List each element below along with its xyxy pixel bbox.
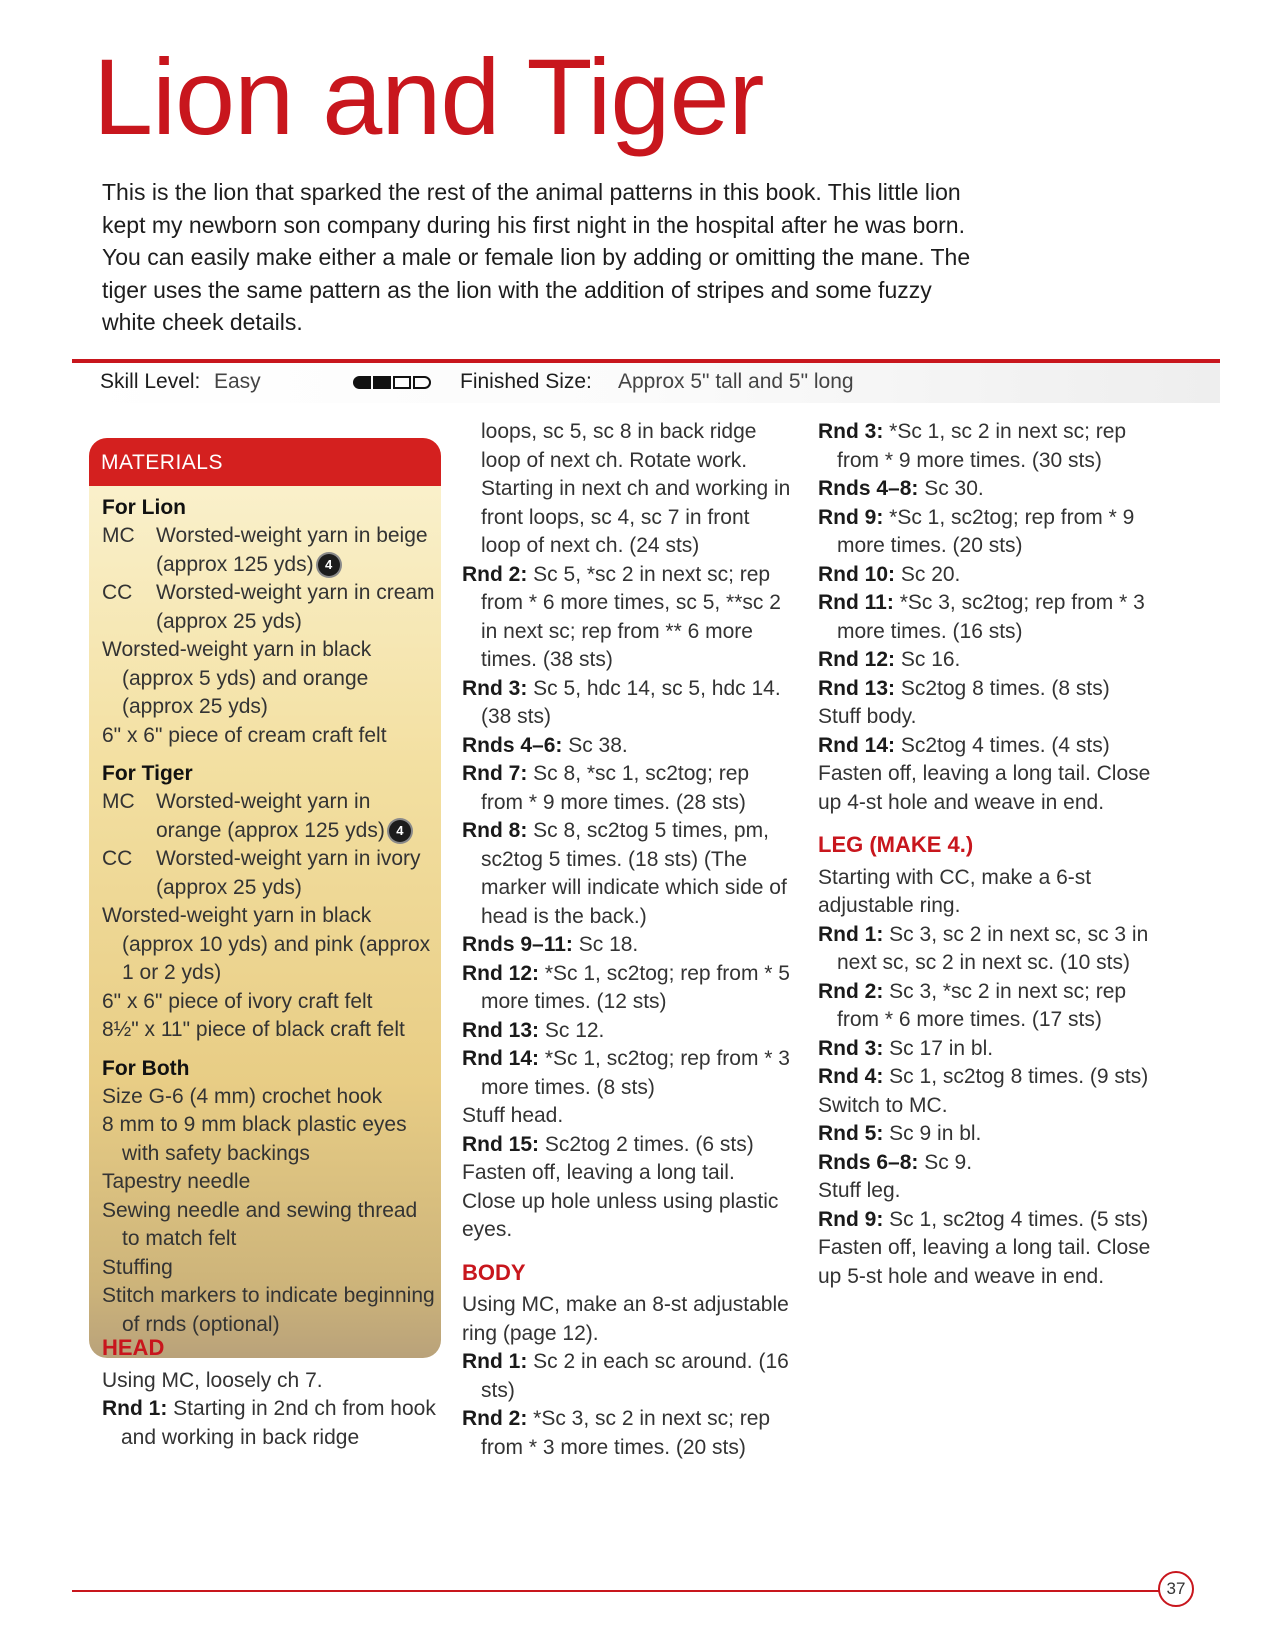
head-rnd-4-6	[462, 732, 792, 761]
rnd-text: Sc 17 in bl.	[889, 1036, 994, 1060]
rnd-label: Rnd 4:	[818, 1065, 884, 1088]
bottom-rule	[72, 1590, 1170, 1592]
rnd-text: Sc2tog 2 times. (6 sts)	[544, 1132, 754, 1156]
lion-cc-item	[102, 579, 441, 636]
tiger-extra-yarn: Worsted-weight yarn in black (approx 10 yds) and pink (approx 1 or 2 yds)	[102, 904, 431, 984]
rnd-text: Sc 30.	[924, 477, 984, 500]
mc-code: MC	[102, 790, 135, 813]
head-rnd-3	[462, 675, 792, 732]
column-1	[102, 1334, 442, 1452]
rnd-label: Rnd 2:	[462, 562, 528, 586]
body-heading: BODY	[462, 1259, 526, 1285]
rnd-text: Sc 1, sc2tog 4 times. (5 sts)	[889, 1207, 1149, 1231]
leg-stuff: Stuff leg.	[818, 1179, 901, 1202]
rnd-label: Rnds 4–6:	[462, 733, 563, 757]
stitch-markers-item: Stitch markers to indicate beginning of rnds (optional)	[102, 1284, 435, 1336]
head-rnd-1-text-continued: loops, sc 5, sc 8 in back ridge loop of next ch. Rotate work. Starting in next ch and working in front loops, sc 4, sc 7 in front loop of next ch. (24 sts)	[481, 420, 791, 557]
rnd-label: Rnd 12:	[818, 648, 896, 671]
skill-level-label: Skill Level:	[100, 370, 201, 393]
head-rnd-9-11	[462, 931, 792, 960]
rnd-label: Rnd 10:	[818, 562, 896, 586]
leg-rnd-3	[818, 1035, 1158, 1064]
rnd-label: Rnd 3:	[818, 1036, 884, 1060]
rnd-label: Rnd 14:	[818, 733, 896, 757]
leg-switch: Switch to MC.	[818, 1093, 948, 1117]
leg-finish: Fasten off, leaving a long tail. Close up 5-st hole and weave in end.	[818, 1236, 1151, 1288]
rnd-text: Sc 9.	[924, 1150, 973, 1174]
lion-cc-text: Worsted-weight yarn in cream (approx 25 yds)	[156, 581, 435, 633]
rnd-text: *Sc 1, sc 2 in next sc; rep from * 9 more times. (30 sts)	[837, 420, 1127, 472]
rnd-label: Rnd 12:	[462, 961, 540, 985]
finished-size-value: Approx 5" tall and 5" long	[618, 370, 854, 393]
skill-block-empty	[393, 376, 411, 389]
body-rnd-13	[818, 675, 1158, 704]
skill-block-empty	[413, 376, 431, 389]
head-heading: HEAD	[102, 1335, 165, 1360]
body-rnd-11	[818, 589, 1158, 646]
page-number: 37	[1158, 1571, 1194, 1607]
rnd-label: Rnd 1:	[102, 1397, 168, 1420]
rnd-text: Sc 1, sc2tog 8 times. (9 sts)	[889, 1065, 1149, 1088]
rnd-text: *Sc 1, sc2tog; rep from * 3 more times. (8 sts)	[481, 1047, 790, 1099]
lion-mc-text: Worsted-weight yarn in beige (approx 125 yds)	[156, 524, 428, 576]
body-rnd-1	[462, 1348, 792, 1405]
cc-code: CC	[102, 847, 133, 870]
rnd-text: *Sc 3, sc2tog; rep from * 3 more times. (16 sts)	[837, 591, 1145, 643]
body-rnd-2	[462, 1405, 792, 1462]
rnd-label: Rnd 3:	[818, 420, 884, 443]
rnd-text: Sc 5, *sc 2 in next sc; rep from * 6 more times, sc 5, **sc 2 in next sc; rep from ** 6 more times. (38 sts)	[481, 562, 781, 671]
head-rnd-7	[462, 760, 792, 817]
rnd-label: Rnd 5:	[818, 1122, 884, 1145]
tiger-mc-item	[102, 788, 441, 845]
rnd-text: Sc 3, *sc 2 in next sc; rep from * 6 more times. (17 sts)	[837, 979, 1127, 1031]
rnd-text: *Sc 1, sc2tog; rep from * 5 more times. (12 sts)	[481, 961, 790, 1013]
plastic-eyes-item: 8 mm to 9 mm black plastic eyes with safety backings	[102, 1113, 407, 1165]
rnd-label: Rnd 9:	[818, 505, 884, 529]
leg-rnd-1	[818, 921, 1158, 978]
tiger-cc-text: Worsted-weight yarn in ivory (approx 25 yds)	[156, 847, 421, 899]
head-rnd-14	[462, 1045, 792, 1102]
page-title: Lion and Tiger	[93, 36, 764, 157]
leg-start: Starting with CC, make a 6-st adjustable ring.	[818, 865, 1092, 917]
rnd-text: Sc 5, hdc 14, sc 5, hdc 14. (38 sts)	[481, 676, 781, 728]
rnd-text: Sc 8, *sc 1, sc2tog; rep from * 9 more times. (28 sts)	[481, 762, 750, 814]
rnd-label: Rnds 4–8:	[818, 477, 919, 500]
rnd-label: Rnd 2:	[818, 979, 884, 1003]
cc-code: CC	[102, 581, 133, 604]
rnd-text: Sc 8, sc2tog 5 times, pm, sc2tog 5 times. (18 sts) (The marker will indicate which side of head is the back.)	[481, 819, 787, 928]
skill-level-meter	[353, 376, 431, 389]
tiger-felt-ivory: 6" x 6" piece of ivory craft felt	[102, 989, 373, 1013]
rnd-label: Rnd 14:	[462, 1047, 540, 1070]
rnd-text: Sc 2 in each sc around. (16 sts)	[481, 1350, 789, 1402]
head-rnd-13	[462, 1017, 792, 1046]
head-start: Using MC, loosely ch 7.	[102, 1368, 323, 1392]
lion-extra-yarn: Worsted-weight yarn in black (approx 5 yds) and orange (approx 25 yds)	[102, 638, 372, 718]
body-rnd-4-8	[818, 475, 1158, 504]
rnd-label: Rnd 15:	[462, 1132, 540, 1156]
rnd-label: Rnds 9–11:	[462, 933, 573, 956]
yarn-weight-icon: 4	[389, 820, 411, 842]
leg-rnd-9	[818, 1206, 1158, 1235]
rnd-label: Rnd 2:	[462, 1407, 528, 1430]
skill-level-value: Easy	[214, 370, 261, 393]
rnd-label: Rnd 1:	[462, 1350, 528, 1373]
lion-mc-item	[102, 522, 441, 579]
body-rnd-12	[818, 646, 1158, 675]
rnd-label: Rnd 3:	[462, 676, 528, 700]
head-rnd-12	[462, 960, 792, 1017]
rnd-label: Rnds 6–8:	[818, 1150, 919, 1174]
head-rnd-1	[102, 1395, 442, 1452]
tiger-mc-text: Worsted-weight yarn in orange (approx 125 yds)	[156, 790, 385, 842]
materials-heading: MATERIALS	[89, 438, 441, 486]
body-rnd-14	[818, 732, 1158, 761]
mc-code: MC	[102, 524, 135, 547]
head-stuff: Stuff head.	[462, 1104, 564, 1127]
head-rnd-1-text: Starting in 2nd ch from hook and working in back ridge	[121, 1397, 436, 1449]
rnd-label: Rnd 13:	[818, 676, 896, 700]
head-rnd-15	[462, 1131, 792, 1160]
for-lion-heading: For Lion	[102, 496, 186, 519]
skill-block-filled	[373, 376, 391, 389]
column-2	[462, 418, 792, 1462]
rnd-text: Sc 12.	[544, 1018, 605, 1042]
body-rnd-3	[818, 418, 1158, 475]
rnd-text: *Sc 1, sc2tog; rep from * 9 more times. (20 sts)	[837, 505, 1135, 557]
for-both-heading: For Both	[102, 1056, 190, 1080]
for-tiger-heading: For Tiger	[102, 762, 193, 785]
rnd-label: Rnd 11:	[818, 591, 894, 614]
finished-size-label: Finished Size:	[460, 370, 592, 393]
body-start: Using MC, make an 8-st adjustable ring (page 12).	[462, 1293, 789, 1345]
body-finish: Fasten off, leaving a long tail. Close up 4-st hole and weave in end.	[818, 762, 1151, 814]
leg-rnd-4	[818, 1063, 1158, 1092]
rnd-text: Sc 20.	[900, 562, 961, 586]
head-rnd-8	[462, 817, 792, 931]
tapestry-needle-item: Tapestry needle	[102, 1170, 251, 1193]
rnd-text: Sc 3, sc 2 in next sc, sc 3 in next sc, sc 2 in next sc. (10 sts)	[837, 922, 1149, 974]
rnd-label: Rnd 1:	[818, 922, 884, 946]
leg-rnd-5	[818, 1120, 1158, 1149]
intro-paragraph: This is the lion that sparked the rest of the animal patterns in this book. This little lion kept my newborn son company during his first night in the hospital after he was born. You can easily make either a male or female lion by adding or omitting the mane. The tiger uses the same pattern as the lion with the addition of stripes and some fuzzy white cheek details.	[102, 179, 971, 335]
rnd-text: Sc 18.	[578, 933, 639, 956]
column-3	[818, 418, 1158, 1291]
leg-rnd-6-8	[818, 1149, 1158, 1178]
rnd-label: Rnd 13:	[462, 1018, 540, 1042]
head-rnd-2	[462, 561, 792, 675]
lion-felt: 6" x 6" piece of cream craft felt	[102, 723, 387, 747]
tiger-cc-item	[102, 845, 441, 902]
leg-rnd-2	[818, 978, 1158, 1035]
info-bar	[72, 363, 1220, 403]
stuffing-item: Stuffing	[102, 1255, 173, 1279]
head-rnd-1-continued	[462, 418, 792, 561]
body-rnd-10	[818, 561, 1158, 590]
rnd-text: Sc 9 in bl.	[889, 1122, 982, 1145]
tiger-felt-black: 8½" x 11" piece of black craft felt	[102, 1018, 405, 1041]
rnd-text: Sc2tog 8 times. (8 sts)	[900, 676, 1110, 700]
head-finish: Fasten off, leaving a long tail. Close up hole unless using plastic eyes.	[462, 1161, 779, 1241]
rnd-label: Rnd 8:	[462, 819, 528, 842]
rnd-text: *Sc 3, sc 2 in next sc; rep from * 3 more times. (20 sts)	[481, 1407, 771, 1459]
yarn-weight-icon: 4	[318, 554, 340, 576]
crochet-hook-item: Size G-6 (4 mm) crochet hook	[102, 1084, 383, 1108]
body-stuff: Stuff body.	[818, 705, 917, 728]
body-rnd-9	[818, 504, 1158, 561]
rnd-text: Sc 16.	[900, 648, 961, 671]
rnd-text: Sc 38.	[568, 733, 628, 757]
rnd-label: Rnd 9:	[818, 1207, 884, 1231]
skill-block-filled	[353, 376, 371, 389]
sewing-needle-item: Sewing needle and sewing thread to match felt	[102, 1198, 418, 1250]
rnd-label: Rnd 7:	[462, 762, 528, 785]
rnd-text: Sc2tog 4 times. (4 sts)	[900, 733, 1110, 757]
materials-panel	[89, 438, 441, 1358]
leg-heading: LEG (MAKE 4.)	[818, 832, 974, 857]
